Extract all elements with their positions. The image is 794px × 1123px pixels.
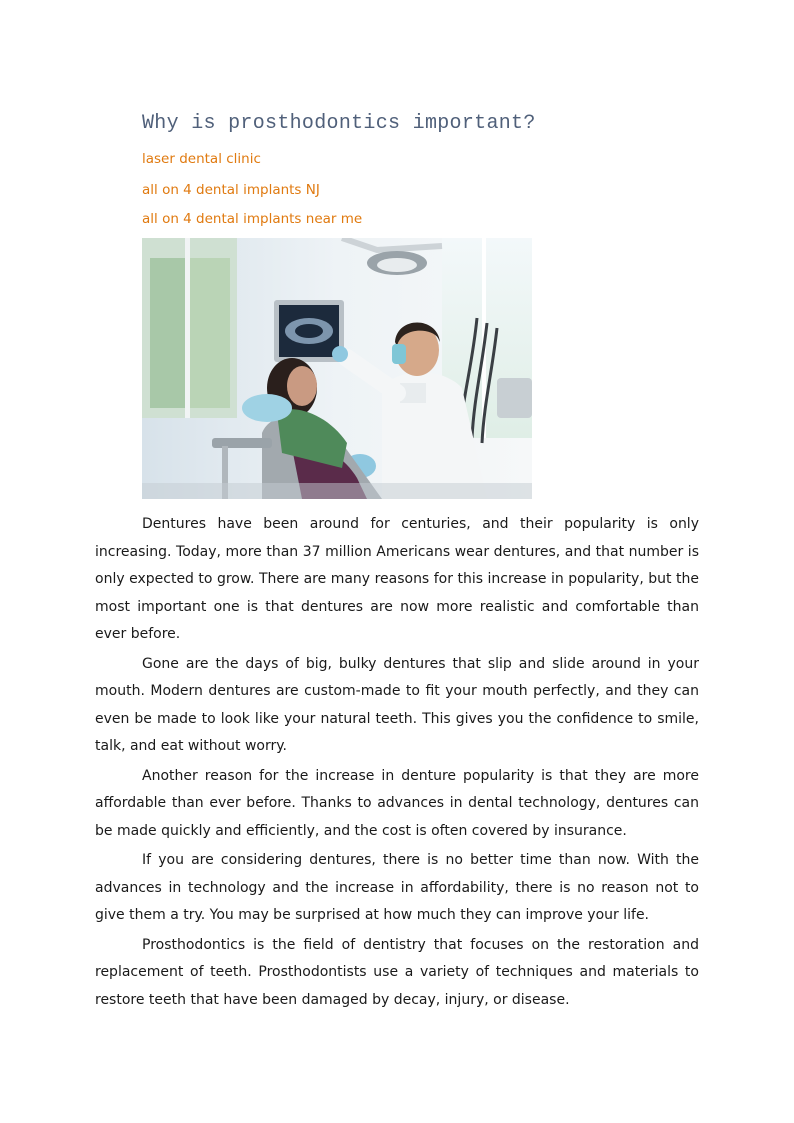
article-title: Why is prosthodontics important? bbox=[142, 112, 536, 135]
paragraph: Another reason for the increase in denture popularity is that they are more affordable than ever before. Thanks to advances in dental technology, dentures can be made quickly and efficiently, and the cost is often covered by insurance. bbox=[95, 767, 699, 839]
paragraph: Prosthodontics is the field of dentistry that focuses on the restoration and replacement of teeth. Prosthodontists use a variety of techniques and materials to restore teeth that have been damaged by decay, injury, or disease. bbox=[95, 936, 699, 1008]
link-all-on-4-implants-nj[interactable]: all on 4 dental implants NJ bbox=[142, 182, 320, 198]
link-laser-dental-clinic[interactable]: laser dental clinic bbox=[142, 151, 261, 167]
paragraph: Gone are the days of big, bulky dentures that slip and slide around in your mouth. Modern dentures are custom-made to fit your mouth perfectly, and they can even be made to look like your natural teeth. This gives you the confidence to smile, talk, and eat without worry. bbox=[95, 655, 699, 754]
dentist-patient-photo bbox=[142, 238, 532, 499]
link-all-on-4-implants-near-me[interactable]: all on 4 dental implants near me bbox=[142, 211, 363, 227]
paragraph: If you are considering dentures, there is no better time than now. With the advances in technology and the increase in affordability, there is no reason not to give them a try. You may be surprised at how much they can improve your life. bbox=[95, 852, 699, 923]
article-body bbox=[95, 511, 699, 1016]
paragraph: Dentures have been around for centuries, and their popularity is only increasing. Today, more than 37 million Americans wear dentures, and that number is only expected to grow. There are many reasons for this increase in popularity, but the most important one is that dentures are now more realistic and comfortable than ever before. bbox=[95, 516, 699, 642]
